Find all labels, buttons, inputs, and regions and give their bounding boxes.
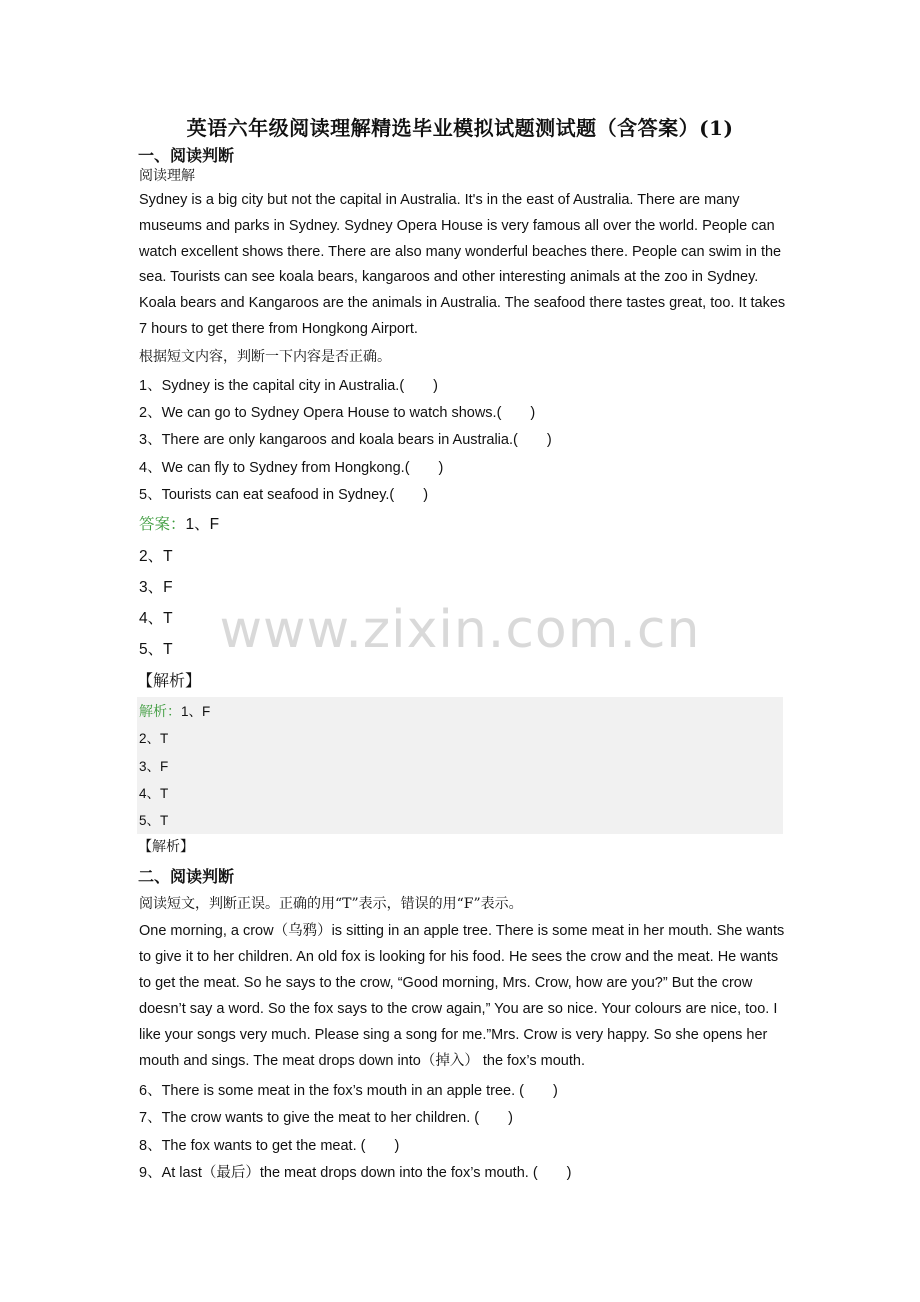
question-3: 3、There are only kangaroos and koala bears in Australia.( )	[139, 432, 552, 448]
analysis-5: 5、T	[139, 813, 169, 828]
answer-4: 4、T	[139, 610, 173, 627]
question-8: 8、The fox wants to get the meat. ( )	[139, 1138, 400, 1154]
watermark: www.zixin.com.cn	[219, 600, 701, 660]
analysis-footer: 【解析】	[138, 839, 194, 855]
section2-instruction: 阅读短文，判断正误。正确的用“T”表示，错误的用“F”表示。	[139, 896, 523, 912]
answer-5: 5、T	[139, 641, 173, 658]
question-5: 5、Tourists can eat seafood in Sydney.( )	[139, 487, 429, 503]
section1-heading: 一、阅读判断	[138, 146, 235, 165]
section1-passage: Sydney is a big city but not the capital in Australia. It's in the east of Australia. There are many museums and parks in Sydney. Sydney Opera House is very famous all over the world. People can watch excellent shows there. There are also many wonderful beaches there. People can swim in the sea. Tourists can see koala bears, kangaroos and other interesting animals at the zoo in Sydney. Koala bears and Kangaroos are the animals in Australia. The seafood there tastes great, too. It takes 7 hours to get there from Hongkong Airport.	[139, 192, 786, 337]
analysis-line-1	[139, 700, 210, 721]
section2-passage: One morning, a crow（乌鸦）is sitting in an apple tree. There is some meat in her mouth. She wants to give it to her children. An old fox is looking for his food. He sees the crow and the meat. He wants to get the meat. So he says to the crow, “Good morning, Mrs. Crow, how are you?” But the crow doesn’t say a word. So the fox says to the crow again,” You are so nice. Your colours are nice, too. I like your songs very much. Please sing a song for me.”Mrs. Crow is very happy. So she opens her mouth and sings. The meat drops down into（掉入） the fox’s mouth.	[139, 923, 785, 1069]
page-title: 英语六年级阅读理解精选毕业模拟试题测试题（含答案）(1)	[186, 116, 734, 140]
question-6: 6、There is some meat in the fox’s mouth in an apple tree. ( )	[139, 1083, 558, 1099]
question-9: 9、At last（最后）the meat drops down into the fox’s mouth. ( )	[139, 1165, 572, 1181]
question-1: 1、Sydney is the capital city in Australia.( )	[139, 378, 438, 394]
analysis-label: 解析：	[139, 704, 181, 720]
question-4: 4、We can fly to Sydney from Hongkong.( )	[139, 460, 444, 476]
analysis-1: 1、F	[181, 704, 211, 719]
analysis-heading: 【解析】	[137, 671, 202, 690]
analysis-box	[137, 697, 783, 834]
section1-subheading: 阅读理解	[139, 168, 195, 184]
question-2: 2、We can go to Sydney Opera House to watch shows.( )	[139, 405, 536, 421]
answer-label: 答案：	[139, 515, 186, 533]
section1-instruction: 根据短文内容，判断一下内容是否正确。	[139, 349, 391, 365]
question-7: 7、The crow wants to give the meat to her children. ( )	[139, 1110, 513, 1126]
answer-line-1	[139, 512, 219, 534]
answer-2: 2、T	[139, 548, 173, 565]
section2-heading: 二、阅读判断	[138, 867, 235, 886]
analysis-3: 3、F	[139, 759, 169, 774]
answer-3: 3、F	[139, 579, 173, 596]
analysis-2: 2、T	[139, 731, 169, 746]
answer-1: 1、F	[185, 516, 220, 533]
analysis-4: 4、T	[139, 786, 169, 801]
